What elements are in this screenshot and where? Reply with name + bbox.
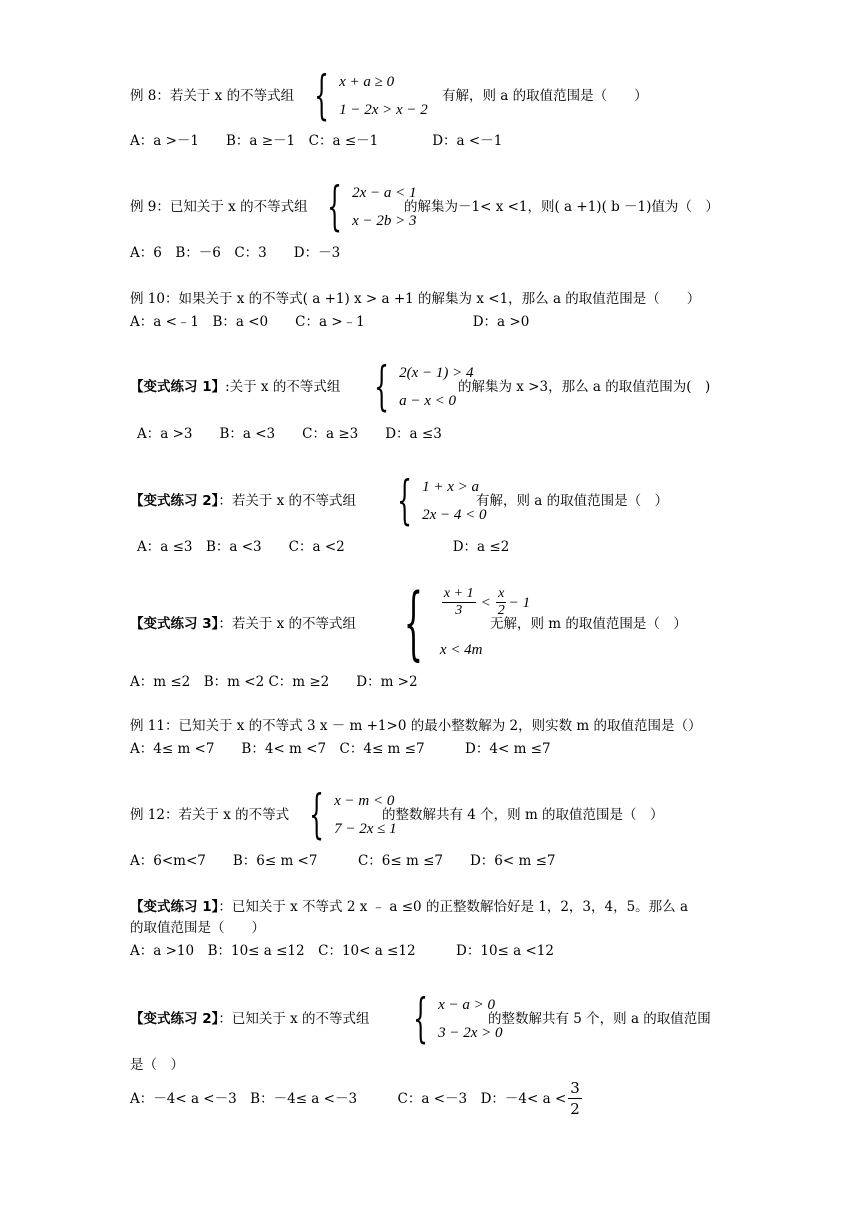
var2a-row2: 2x − 4 < 0 — [422, 507, 487, 523]
var2b-options-line — [130, 1078, 584, 1119]
var3-prefix: ：若关于 x 的不等式组 — [218, 616, 357, 632]
ex12-row1: x − m < 0 — [334, 793, 395, 809]
var2a-system — [388, 471, 487, 531]
frac-denominator: 3 — [455, 603, 463, 618]
var1a-suffix: 的解集为 x >3，那么 a 的取值范围为( ) — [458, 379, 711, 395]
ex8-row1: x + a ≥ 0 — [339, 74, 395, 90]
minus-one: − 1 — [508, 594, 531, 611]
var2a-options: A：a ≤3 B：a <3 C：a <2 D：a ≤2 — [137, 539, 510, 555]
ex8-system — [305, 66, 428, 126]
var2b-suffix: 的整数解共有 5 个，则 a 的取值范围 — [488, 1011, 711, 1027]
var3-options: A：m ≤2 B：m <2 C：m ≥2 D：m >2 — [130, 674, 418, 690]
frac-denominator: 2 — [497, 603, 505, 618]
var1a-prefix: :关于 x 的不等式组 — [225, 379, 341, 395]
left-brace: { — [309, 785, 324, 845]
frac-numerator: x — [498, 586, 505, 601]
ex11-text: 例 11：已知关于 x 的不等式 3 x － m +1>0 的最小整数解为 2，则实数 m 的取值范围是（） — [130, 718, 702, 734]
ex9-prefix: 例 9：已知关于 x 的不等式组 — [130, 199, 308, 215]
var1a-head: 【变式练习 1】 — [130, 379, 226, 395]
ex8-row2: 1 − 2x > x − 2 — [339, 102, 428, 118]
var2a-prefix: ：若关于 x 的不等式组 — [218, 493, 357, 509]
fraction — [442, 586, 476, 619]
var1b-options: A：a >10 B：10≤ a ≤12 C：10< a ≤12 D：10≤ a <12 — [130, 943, 554, 959]
ex12-prefix: 例 12：若关于 x 的不等式 — [130, 807, 290, 823]
frac-denominator: 2 — [570, 1100, 580, 1118]
ex9-row2: x − 2b > 3 — [352, 213, 417, 229]
var1b-text: ：已知关于 x 不等式 2 x ﹣ a ≤0 的正整数解恰好是 1，2，3，4，5。那么 a — [218, 899, 689, 915]
var3-line — [130, 614, 356, 634]
ex10-text: 例 10：如果关于 x 的不等式( a +1) x > a +1 的解集为 x <1，那么 a 的取值范围是（ ） — [130, 291, 701, 307]
ex12-suffix: 的整数解共有 4 个，则 m 的取值范围是（ ） — [382, 807, 664, 823]
left-brace: { — [403, 576, 424, 669]
var3-head: 【变式练习 3】 — [130, 616, 219, 632]
ex9-row1: 2x − a < 1 — [352, 185, 417, 201]
var2a-row1: 1 + x > a — [422, 479, 479, 495]
var2b-line2: 是（ ） — [130, 1057, 184, 1073]
var1a-row1: 2(x − 1) > 4 — [399, 365, 474, 381]
var2b-row2: 3 − 2x > 0 — [438, 1025, 503, 1041]
var2b-head: 【变式练习 2】 — [130, 1011, 219, 1027]
left-brace: { — [397, 471, 412, 531]
var2b-options: A：－4< a <－3 B：－4≤ a <－3 C：a <－3 D：－4< a < — [130, 1090, 567, 1107]
var1a-options: A：a >3 B：a <3 C：a ≥3 D：a ≤3 — [137, 426, 442, 442]
fraction — [568, 1078, 582, 1119]
var1a-line — [130, 377, 340, 397]
var2b-prefix: ：已知关于 x 的不等式组 — [218, 1011, 370, 1027]
ex10-options: A：a <﹣1 B：a <0 C：a >﹣1 D：a >0 — [130, 314, 530, 330]
ex9-suffix: 的解集为－1< x <1，则( a +1)( b －1)值为（ ） — [404, 199, 719, 215]
left-brace: { — [413, 989, 428, 1049]
var1b-line1 — [130, 897, 688, 917]
var3-row2: x < 4m — [439, 642, 483, 658]
var3-suffix: 无解，则 m 的取值范围是（ ） — [490, 616, 687, 632]
ex11-options: A：4≤ m <7 B：4< m <7 C：4≤ m ≤7 D：4< m ≤7 — [130, 741, 551, 757]
var1b-head: 【变式练习 1】 — [130, 899, 219, 915]
var2a-line — [130, 491, 356, 511]
left-brace: { — [327, 177, 342, 237]
left-brace: { — [314, 66, 329, 126]
ex8-suffix: 有解，则 a 的取值范围是（ ） — [442, 88, 648, 104]
frac-numerator: 3 — [570, 1079, 580, 1097]
var2b-line1 — [130, 1009, 370, 1029]
var2b-row1: x − a > 0 — [438, 997, 495, 1013]
var1a-row2: a − x < 0 — [399, 393, 456, 409]
less-than: < — [480, 594, 491, 611]
left-brace: { — [374, 357, 389, 417]
ex8-prefix: 例 8：若关于 x 的不等式组 — [130, 88, 295, 104]
ex9-system — [318, 177, 417, 237]
var2a-head: 【变式练习 2】 — [130, 493, 219, 509]
frac-numerator: x + 1 — [443, 586, 474, 601]
var2a-suffix: 有解，则 a 的取值范围是（ ） — [476, 493, 669, 509]
var1b-line2: 的取值范围是（ ） — [130, 920, 265, 936]
ex12-options: A：6<m<7 B：6≤ m <7 C：6≤ m ≤7 D：6< m ≤7 — [130, 853, 556, 869]
ex12-row2: 7 − 2x ≤ 1 — [334, 821, 397, 837]
ex8-options: A：a >－1 B：a ≥－1 C：a ≤－1 D：a <－1 — [130, 133, 503, 149]
ex9-options: A：6 B：－6 C：3 D：－3 — [130, 245, 341, 261]
